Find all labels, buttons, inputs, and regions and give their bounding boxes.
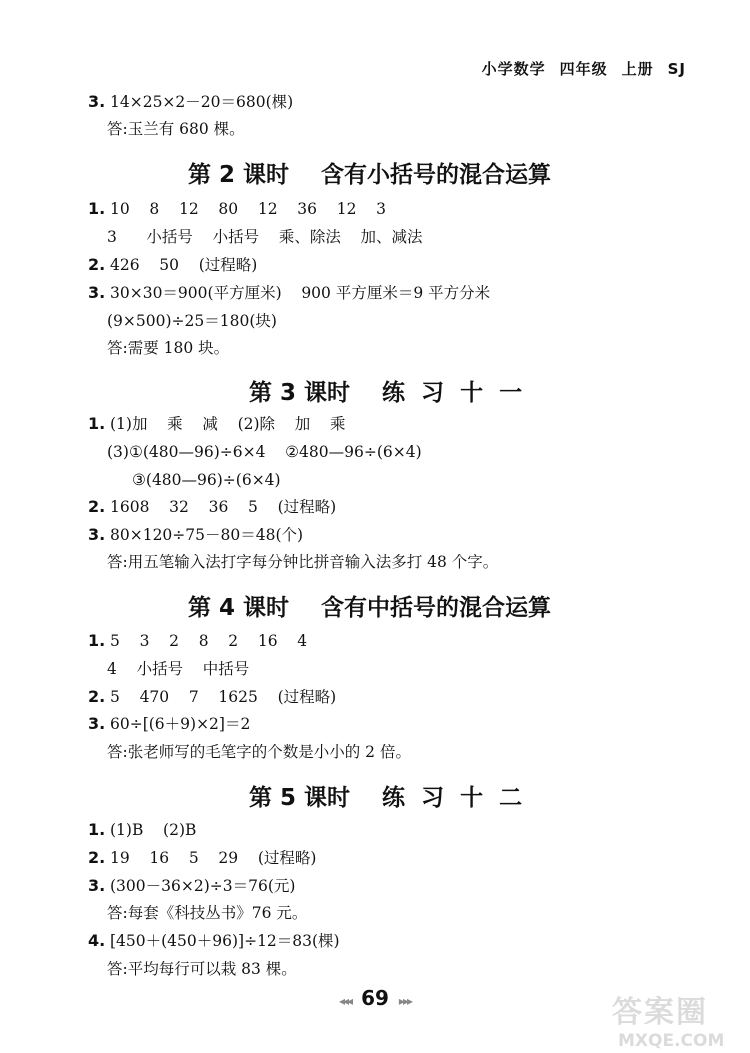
answer-line: 10 8 12 80 12 36 12 3 [110,200,387,218]
lesson-title: 第 5 课时 练 习 十 二 [249,785,523,811]
answer-line: 4 小括号 中括号 [107,660,250,678]
watermark-text: 答案圈 [612,995,708,1030]
right-arrows-icon: ▸▸▸ [398,994,411,1008]
answer-line: (3)①(480—96)÷6×4 ②480—96÷(6×4) [107,443,422,461]
answer-line: 5 3 2 8 2 16 4 [110,632,308,650]
left-arrows-icon: ◂◂◂ [339,994,352,1008]
answer-line: (300－36×2)÷3＝76(元) [110,877,296,895]
answer-statement: 答:需要 180 块。 [107,339,230,357]
question-number: 1. [88,199,106,218]
header-edition: SJ [667,60,686,78]
question-number: 3. [88,876,106,895]
question-number: 1. [88,414,106,433]
question-number: 2. [88,497,106,516]
answer-statement: 答:用五笔输入法打字每分钟比拼音输入法多打 48 个字。 [107,553,499,571]
question-number: 3. [88,92,106,111]
lesson-title: 第 4 课时 含有中括号的混合运算 [188,595,552,621]
answer-statement: 答:玉兰有 680 棵。 [107,120,245,138]
watermark-logo [612,987,740,1051]
answer-line: 30×30＝900(平方厘米) 900 平方厘米＝9 平方分米 [110,284,491,302]
answer-line: 5 470 7 1625 (过程略) [110,688,337,706]
page-header [468,58,686,79]
question-number: 1. [88,631,106,650]
question-number: 3. [88,283,106,302]
answer-line: [450＋(450＋96)]÷12＝83(棵) [110,932,340,950]
answer-line: 14×25×2－20＝680(棵) [110,93,294,111]
answer-line: (1)B (2)B [110,821,197,839]
watermark-url: MXQE.COM [618,1031,725,1051]
answer-line: 80×120÷75－80＝48(个) [110,526,304,544]
answer-statement: 答:每套《科技丛书》76 元。 [107,904,308,922]
answer-line: (9×500)÷25＝180(块) [107,312,277,330]
question-number: 2. [88,687,106,706]
answer-line: ③(480—96)÷(6×4) [132,471,281,489]
answer-line: 60÷[(6＋9)×2]＝2 [110,715,251,733]
lesson-title: 第 2 课时 含有小括号的混合运算 [188,162,552,188]
answer-line: 19 16 5 29 (过程略) [110,849,317,867]
answer-line: 426 50 (过程略) [110,256,258,274]
lesson-title: 第 3 课时 练 习 十 一 [249,380,523,406]
answer-statement: 答:张老师写的毛笔字的个数是小小的 2 倍。 [107,743,411,761]
question-number: 2. [88,255,106,274]
question-number: 3. [88,525,106,544]
question-number: 1. [88,820,106,839]
answer-line: 3 小括号 小括号 乘、除法 加、减法 [107,228,423,246]
header-grade: 四年级 [559,60,608,78]
page-number: 69 [361,986,389,1010]
question-number: 3. [88,714,106,733]
answer-line: 1608 32 36 5 (过程略) [110,498,337,516]
header-subject: 小学数学 [481,60,546,78]
header-volume: 上册 [621,60,654,78]
answer-statement: 答:平均每行可以栽 83 棵。 [107,960,297,978]
question-number: 4. [88,931,106,950]
answer-line: (1)加 乘 减 (2)除 加 乘 [110,415,346,433]
question-number: 2. [88,848,106,867]
